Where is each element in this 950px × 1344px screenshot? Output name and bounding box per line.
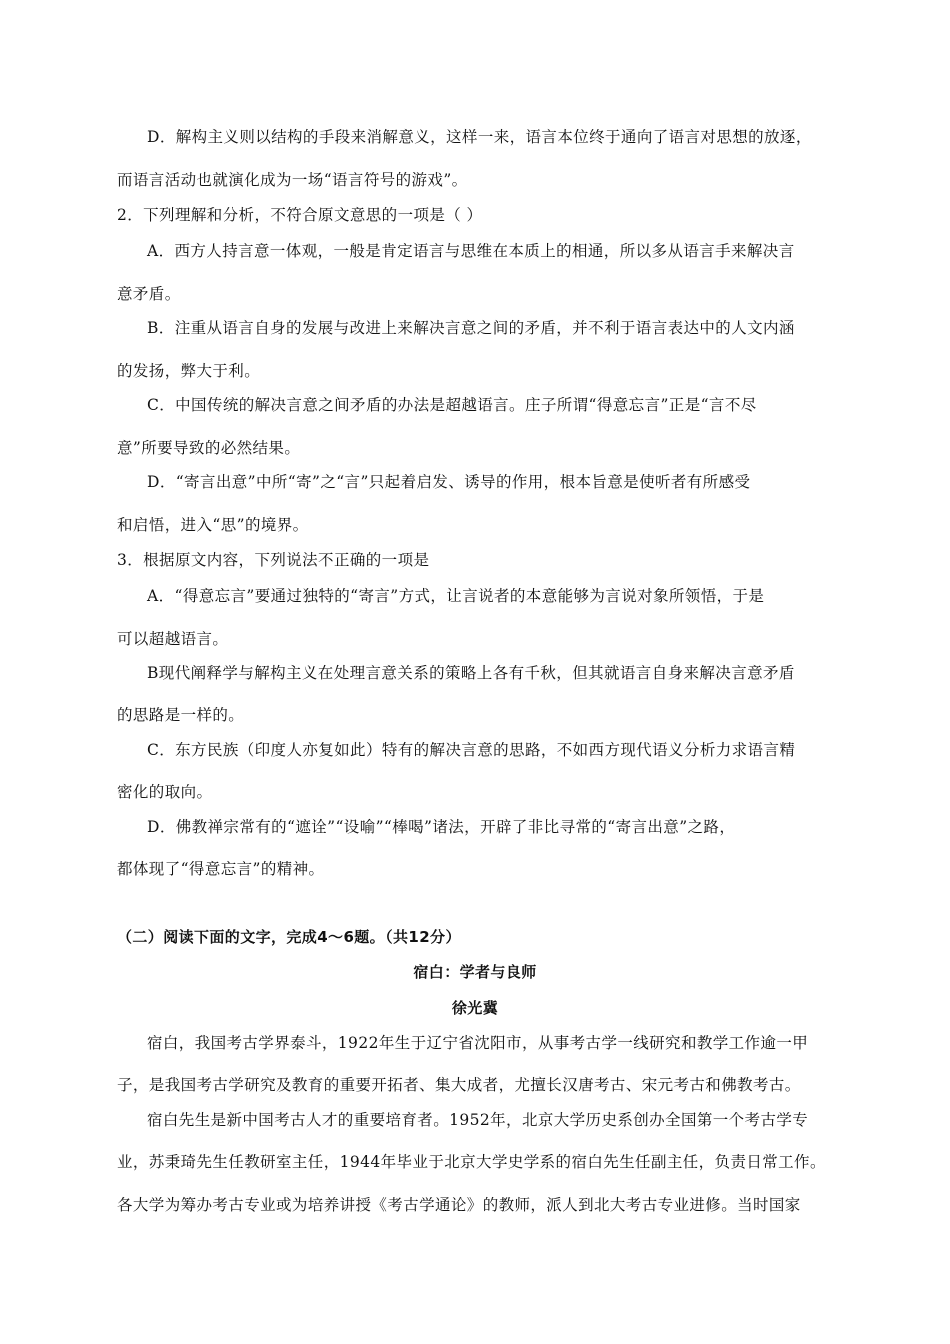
q3-option-a-line1: A．“得意忘言”要通过独特的“寄言”方式，让言说者的本意能够为言说对象所领悟，于是 <box>147 587 765 605</box>
article-author: 徐光冀 <box>451 999 499 1017</box>
q1-option-d-line1: D．解构主义则以结构的手段来消解意义，这样一来，语言本位终于通向了语言对思想的放逐， <box>147 128 812 146</box>
q3-option-b-line1: B现代阐释学与解构主义在处理言意关系的策略上各有千秋，但其就语言自身来解决言意矛盾 <box>147 664 795 682</box>
para2-line1: 宿白先生是新中国考古人才的重要培育者。1952年，北京大学历史系创办全国第一个考古学专 <box>147 1111 809 1129</box>
q3-option-d-line1: D．佛教禅宗常有的“遮诠”“设喻”“棒喝”诸法，开辟了非比寻常的“寄言出意”之路， <box>147 818 736 836</box>
q3-option-a-line2: 可以超越语言。 <box>117 630 229 648</box>
q2-option-a-line1: A．西方人持言意一体观，一般是肯定语言与思维在本质上的相通，所以多从语言手来解决言 <box>147 242 795 260</box>
q3-option-c-line2: 密化的取向。 <box>117 783 213 801</box>
q2-option-b-line1: B．注重从语言自身的发展与改进上来解决言意之间的矛盾，并不利于语言表达中的人文内涵 <box>147 319 795 337</box>
para1-line1: 宿白，我国考古学界泰斗，1922年生于辽宁省沈阳市，从事考古学一线研究和教学工作逾一甲 <box>147 1034 809 1052</box>
q2-stem: 2．下列理解和分析，不符合原文意思的一项是（ ） <box>117 206 483 224</box>
q3-option-d-line2: 都体现了“得意忘言”的精神。 <box>117 860 325 878</box>
q2-option-c-line2: 意”所要导致的必然结果。 <box>117 439 301 457</box>
q3-option-c-line1: C．东方民族（印度人亦复如此）特有的解决言意的思路，不如西方现代语义分析力求语言精 <box>147 741 796 759</box>
q2-option-a-line2: 意矛盾。 <box>117 285 181 303</box>
q1-option-d-line2: 而语言活动也就演化成为一场“语言符号的游戏”。 <box>117 171 468 189</box>
para1-line2: 子，是我国考古学研究及教育的重要开拓者、集大成者，尤擅长汉唐考古、宋元考古和佛教考古。 <box>117 1076 801 1094</box>
q3-stem: 3．根据原文内容，下列说法不正确的一项是 <box>117 551 430 569</box>
para2-line3: 各大学为筹办考古专业或为培养讲授《考古学通论》的教师，派人到北大考古专业进修。当时国家 <box>117 1196 801 1214</box>
q2-option-c-line1: C．中国传统的解决言意之间矛盾的办法是超越语言。庄子所谓“得意忘言”正是“言不尽 <box>147 396 757 414</box>
q2-option-d-line2: 和启悟，进入“思”的境界。 <box>117 516 309 534</box>
q2-option-b-line2: 的发扬，弊大于利。 <box>117 362 261 380</box>
para2-line2: 业，苏秉琦先生任教研室主任，1944年毕业于北京大学史学系的宿白先生任副主任，负责日常工作。 <box>117 1153 826 1171</box>
section-heading: （二）阅读下面的文字，完成4～6题。（共12分） <box>117 928 461 946</box>
q3-option-b-line2: 的思路是一样的。 <box>117 706 245 724</box>
q2-option-d-line1: D．“寄言出意”中所“寄”之“言”只起着启发、诱导的作用，根本旨意是使听者有所感受 <box>147 473 751 491</box>
article-title: 宿白：学者与良师 <box>413 963 537 981</box>
